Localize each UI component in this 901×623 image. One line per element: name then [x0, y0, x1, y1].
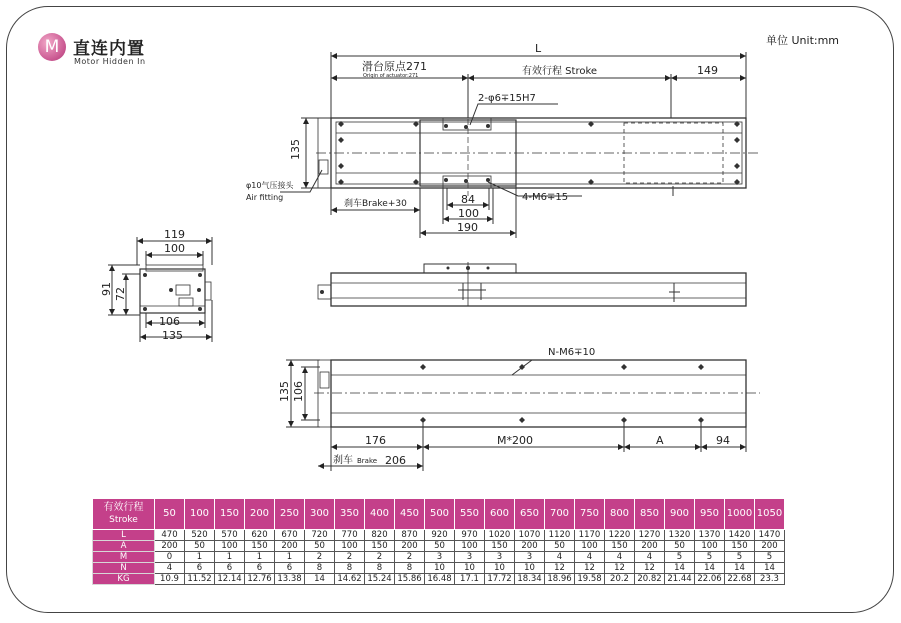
spec-cell: 5	[755, 552, 785, 563]
spec-cell: 870	[395, 530, 425, 541]
stroke-header-cell: 600	[485, 499, 515, 530]
spec-cell: 150	[485, 541, 515, 552]
stroke-header-cell: 200	[245, 499, 275, 530]
unit-label: 单位 Unit:mm	[766, 34, 840, 47]
spec-cell: 14.62	[335, 574, 365, 585]
stroke-header-cell: 150	[215, 499, 245, 530]
dim-A: A	[656, 434, 664, 447]
dim-135-bottom: 135	[278, 381, 291, 402]
spec-cell: 14	[755, 563, 785, 574]
stroke-header-cell: 700	[545, 499, 575, 530]
spec-cell: 10	[425, 563, 455, 574]
spec-cell: 2	[365, 552, 395, 563]
spec-row-label: KG	[93, 574, 155, 585]
dim-135-top: 135	[289, 139, 302, 160]
stroke-header-cell: 800	[605, 499, 635, 530]
stroke-header-cell: 50	[155, 499, 185, 530]
spec-cell: 18.96	[545, 574, 575, 585]
spec-cell: 100	[215, 541, 245, 552]
spec-cell: 1	[245, 552, 275, 563]
stroke-header-cell: 250	[275, 499, 305, 530]
spec-cell: 10.9	[155, 574, 185, 585]
dim-106-bottom: 106	[292, 381, 305, 402]
top-view	[280, 52, 760, 238]
spec-row	[93, 563, 785, 574]
spec-cell: 1420	[725, 530, 755, 541]
dim-149: 149	[697, 64, 718, 77]
spec-cell: 8	[305, 563, 335, 574]
spec-cell: 12	[635, 563, 665, 574]
spec-cell: 100	[695, 541, 725, 552]
spec-cell: 12.76	[245, 574, 275, 585]
spec-cell: 4	[605, 552, 635, 563]
spec-cell: 10	[455, 563, 485, 574]
dim-100-top: 100	[458, 207, 479, 220]
spec-cell: 20.82	[635, 574, 665, 585]
spec-cell: 5	[725, 552, 755, 563]
dim-190: 190	[457, 221, 478, 234]
stroke-header-cell: 400	[365, 499, 395, 530]
dim-100-end: 100	[164, 242, 185, 255]
end-view-labels	[100, 228, 185, 342]
spec-cell: 1070	[515, 530, 545, 541]
spec-cell: 13.38	[275, 574, 305, 585]
spec-cell: 50	[545, 541, 575, 552]
spec-cell: 200	[755, 541, 785, 552]
dim-119: 119	[164, 228, 185, 241]
spec-cell: 820	[365, 530, 395, 541]
hole-spec-2: 4-M6∓15	[522, 192, 569, 203]
spec-row	[93, 530, 785, 541]
origin-label: 滑台原点271	[362, 60, 427, 73]
spec-cell: 50	[425, 541, 455, 552]
stroke-header-cell: 850	[635, 499, 665, 530]
spec-cell: 1170	[575, 530, 605, 541]
spec-cell: 6	[245, 563, 275, 574]
spec-cell: 8	[395, 563, 425, 574]
dim-94: 94	[716, 434, 730, 447]
spec-cell: 1370	[695, 530, 725, 541]
spec-cell: 2	[395, 552, 425, 563]
bottom-view-holes	[420, 364, 704, 423]
spec-cell: 200	[515, 541, 545, 552]
spec-cell: 4	[155, 563, 185, 574]
air-fitting-cn: φ10气压接头	[246, 181, 294, 190]
spec-cell: 14	[725, 563, 755, 574]
dim-91: 91	[100, 282, 113, 296]
title-cn: 直连内置	[73, 39, 145, 59]
stroke-header-cell: 650	[515, 499, 545, 530]
bottom-view-labels	[278, 347, 730, 467]
stroke-header-cell: 450	[395, 499, 425, 530]
spec-cell: 6	[215, 563, 245, 574]
spec-cell: 100	[575, 541, 605, 552]
spec-cell: 19.58	[575, 574, 605, 585]
spec-row	[93, 574, 785, 585]
spec-cell: 100	[335, 541, 365, 552]
spec-cell: 920	[425, 530, 455, 541]
spec-cell: 200	[395, 541, 425, 552]
dim-pitch: M*200	[497, 434, 533, 447]
spec-cell: 12	[575, 563, 605, 574]
spec-cell: 1	[215, 552, 245, 563]
spec-cell: 22.68	[725, 574, 755, 585]
spec-cell: 11.52	[185, 574, 215, 585]
stroke-header-cell: 500	[425, 499, 455, 530]
spec-cell: 14	[665, 563, 695, 574]
spec-cell: 20.2	[605, 574, 635, 585]
spec-cell: 1320	[665, 530, 695, 541]
spec-cell: 15.24	[365, 574, 395, 585]
spec-row-label: M	[93, 552, 155, 563]
hole-spec-1: 2-φ6∓15H7	[478, 93, 536, 104]
spec-cell: 16.48	[425, 574, 455, 585]
spec-cell: 21.44	[665, 574, 695, 585]
spec-cell: 150	[365, 541, 395, 552]
stroke-header-cell: 950	[695, 499, 725, 530]
spec-cell: 14	[305, 574, 335, 585]
stroke-header-cell: 900	[665, 499, 695, 530]
spec-cell: 200	[635, 541, 665, 552]
dim-106-end: 106	[159, 315, 180, 328]
spec-cell: 770	[335, 530, 365, 541]
spec-cell: 1120	[545, 530, 575, 541]
stroke-label: 有效行程 Stroke	[522, 66, 598, 77]
spec-row-label: A	[93, 541, 155, 552]
spec-cell: 2	[335, 552, 365, 563]
spec-cell: 18.34	[515, 574, 545, 585]
spec-cell: 5	[665, 552, 695, 563]
spec-cell: 4	[575, 552, 605, 563]
spec-cell: 200	[275, 541, 305, 552]
spec-cell: 10	[515, 563, 545, 574]
stroke-header-cn: 有效行程	[103, 502, 144, 513]
spec-cell: 17.72	[485, 574, 515, 585]
spec-cell: 23.3	[755, 574, 785, 585]
spec-cell: 3	[515, 552, 545, 563]
stroke-header-en: Stroke	[109, 515, 138, 525]
spec-cell: 14	[695, 563, 725, 574]
dim-72: 72	[114, 287, 127, 301]
spec-cell: 50	[665, 541, 695, 552]
spec-row-label: L	[93, 530, 155, 541]
spec-cell: 1020	[485, 530, 515, 541]
bottom-view	[286, 360, 760, 471]
origin-en-label: Origin of actuator:271	[363, 73, 419, 79]
spec-cell: 22.06	[695, 574, 725, 585]
stroke-header-cell: 1000	[725, 499, 755, 530]
spec-cell: 50	[305, 541, 335, 552]
spec-cell: 150	[605, 541, 635, 552]
spec-cell: 4	[635, 552, 665, 563]
spec-cell: 670	[275, 530, 305, 541]
spec-cell: 0	[155, 552, 185, 563]
spec-cell: 150	[725, 541, 755, 552]
spec-cell: 1270	[635, 530, 665, 541]
spec-table	[92, 498, 785, 585]
spec-cell: 520	[185, 530, 215, 541]
spec-cell: 620	[245, 530, 275, 541]
brake-label: 刹车Brake+30	[344, 199, 407, 209]
spec-cell: 150	[245, 541, 275, 552]
spec-cell: 17.1	[455, 574, 485, 585]
logo-letter: M	[44, 37, 60, 57]
stroke-header-cell: 550	[455, 499, 485, 530]
spec-row-label: N	[93, 563, 155, 574]
spec-cell: 3	[455, 552, 485, 563]
spec-cell: 6	[185, 563, 215, 574]
dim-84: 84	[461, 193, 475, 206]
spec-cell: 470	[155, 530, 185, 541]
spec-cell: 2	[305, 552, 335, 563]
stroke-header-cell: 350	[335, 499, 365, 530]
brake-en-bottom: Brake	[357, 457, 378, 465]
stroke-header-cell: 750	[575, 499, 605, 530]
spec-cell: 12	[605, 563, 635, 574]
dim-L: L	[535, 42, 542, 55]
spec-cell: 12.14	[215, 574, 245, 585]
spec-header-row	[93, 499, 785, 530]
stroke-header-cell: 300	[305, 499, 335, 530]
tap-spec: N-M6∓10	[548, 347, 596, 358]
spec-cell: 5	[695, 552, 725, 563]
spec-cell: 1470	[755, 530, 785, 541]
title-en: Motor Hidden In	[74, 57, 146, 66]
spec-cell: 570	[215, 530, 245, 541]
spec-cell: 970	[455, 530, 485, 541]
spec-cell: 50	[185, 541, 215, 552]
brake-cn-bottom: 刹车	[333, 455, 353, 466]
stroke-header-cell: 100	[185, 499, 215, 530]
spec-cell: 200	[155, 541, 185, 552]
spec-cell: 1	[185, 552, 215, 563]
spec-cell: 3	[485, 552, 515, 563]
spec-cell: 4	[545, 552, 575, 563]
spec-header-label	[93, 499, 155, 530]
spec-row	[93, 541, 785, 552]
spec-cell: 6	[275, 563, 305, 574]
stroke-header-cell: 1050	[755, 499, 785, 530]
spec-cell: 12	[545, 563, 575, 574]
spec-cell: 15.86	[395, 574, 425, 585]
spec-cell: 8	[365, 563, 395, 574]
side-view	[318, 262, 746, 306]
brake-value: 206	[385, 454, 406, 467]
spec-cell: 3	[425, 552, 455, 563]
spec-cell: 100	[455, 541, 485, 552]
air-fitting-en: Air fitting	[246, 193, 284, 202]
spec-cell: 1	[275, 552, 305, 563]
spec-cell: 1220	[605, 530, 635, 541]
spec-cell: 8	[335, 563, 365, 574]
spec-cell: 720	[305, 530, 335, 541]
dim-176: 176	[365, 434, 386, 447]
spec-row	[93, 552, 785, 563]
dim-135-end: 135	[162, 329, 183, 342]
spec-cell: 10	[485, 563, 515, 574]
